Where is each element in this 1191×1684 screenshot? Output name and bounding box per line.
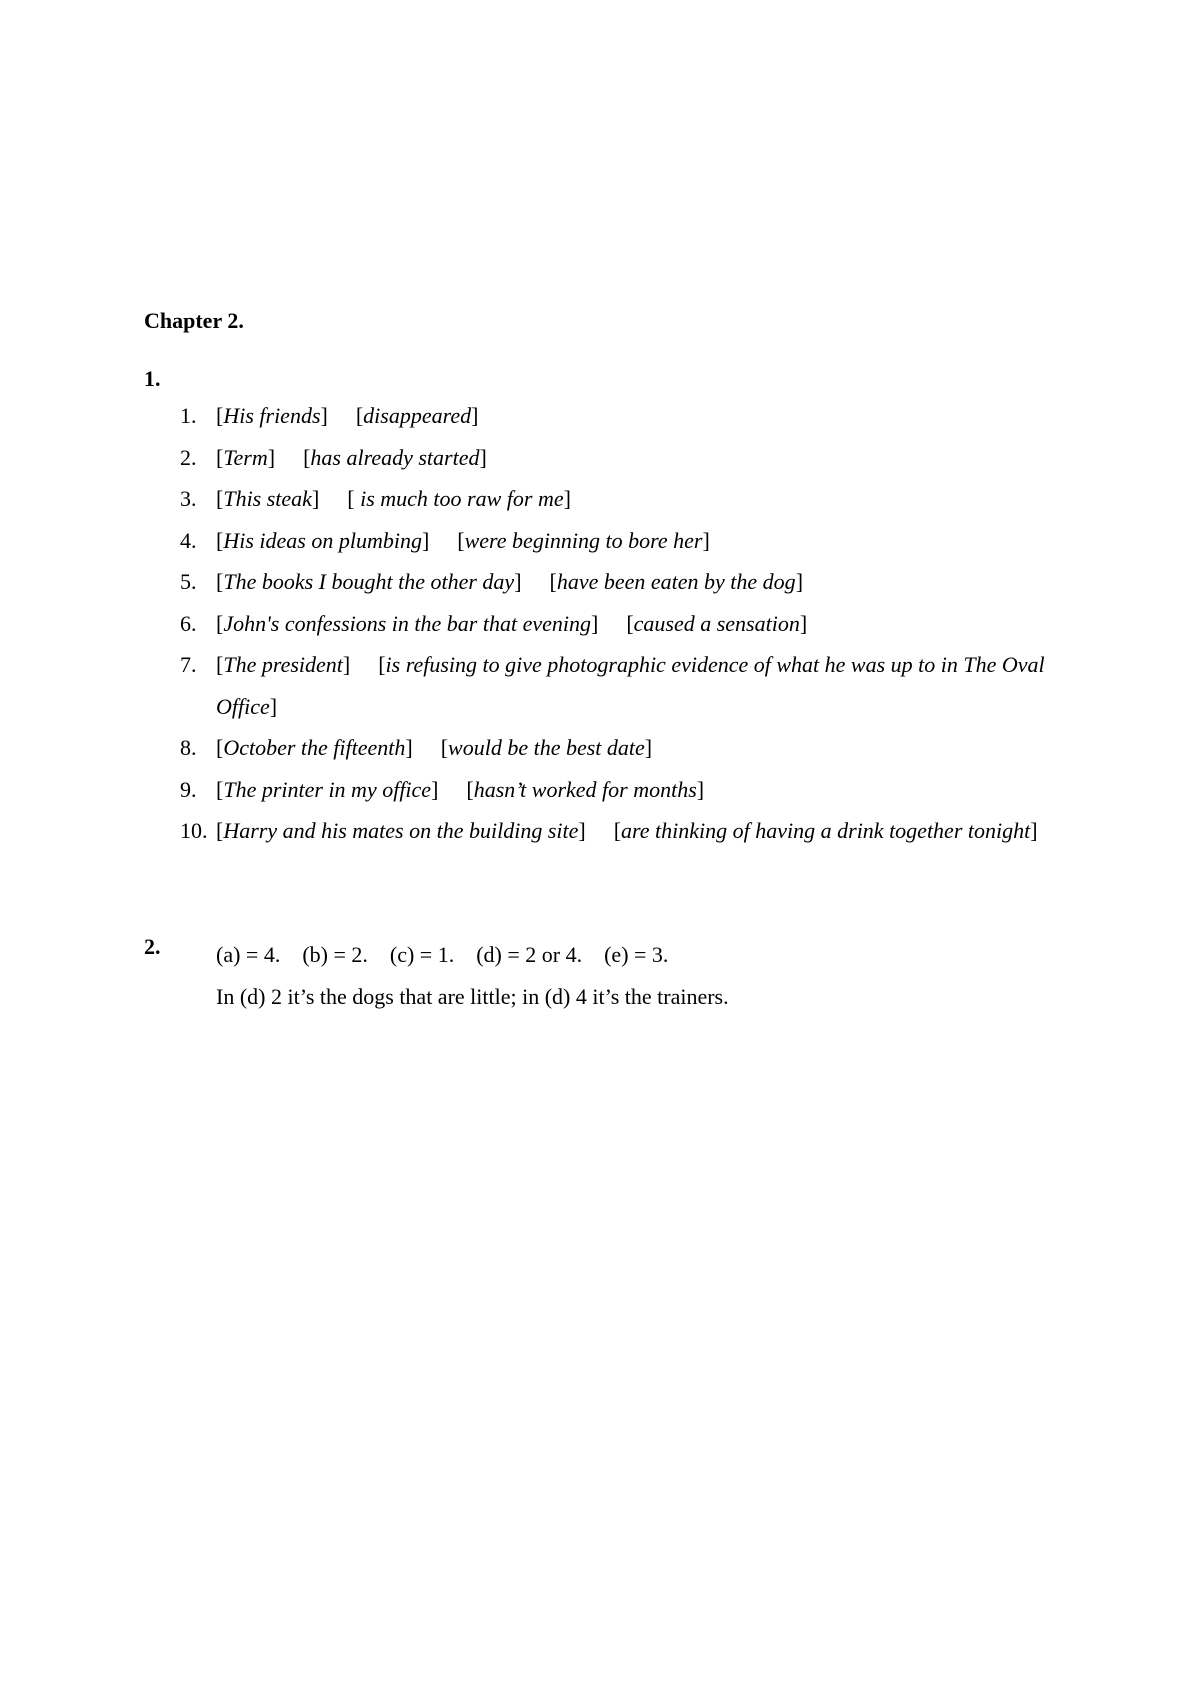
bracket-open: [ bbox=[626, 610, 634, 636]
question-2-answer: (e) = 3. bbox=[604, 942, 669, 967]
answer-item bbox=[180, 769, 1060, 811]
answer-item-number: 1. bbox=[180, 403, 197, 428]
bracket-close: ] bbox=[590, 610, 599, 636]
question-2-answers bbox=[216, 934, 1076, 976]
bracket-close: ] bbox=[267, 444, 276, 470]
answer-item-body bbox=[216, 727, 1060, 769]
answer-item-body bbox=[216, 395, 1060, 437]
bracket-close: ] bbox=[405, 735, 413, 760]
bracket-close: ] bbox=[342, 652, 351, 677]
question-1-answer-list bbox=[180, 395, 1060, 852]
answer-item-body bbox=[216, 769, 1060, 811]
answer-item bbox=[180, 478, 1060, 520]
bracket-open: [ bbox=[466, 776, 474, 802]
answer-item bbox=[180, 810, 1060, 852]
bracket-open: [ bbox=[216, 735, 224, 760]
question-2-answer: (d) = 2 or 4. bbox=[476, 942, 583, 967]
question-2-answer: (b) = 2. bbox=[302, 942, 368, 967]
predicate-phrase: has already started bbox=[310, 444, 480, 470]
answer-item bbox=[180, 644, 1060, 727]
answer-item-body bbox=[216, 603, 1060, 645]
subject-phrase: The printer in my office bbox=[223, 776, 432, 802]
predicate-phrase: have been eaten by the dog bbox=[556, 569, 796, 594]
bracket-close: ] bbox=[795, 569, 804, 594]
bracket-close: ] bbox=[431, 776, 439, 802]
bracket-open: [ bbox=[303, 444, 311, 470]
answer-item-number: 8. bbox=[180, 735, 197, 760]
bracket-close: ] bbox=[514, 569, 522, 594]
bracket-close: ] bbox=[421, 527, 430, 553]
bracket-open: [ bbox=[216, 527, 224, 553]
answer-item bbox=[180, 561, 1060, 603]
bracket-open: [ bbox=[378, 652, 386, 677]
answer-item-number: 3. bbox=[180, 486, 197, 511]
question-2-note: In (d) 2 it’s the dogs that are little; in (d) 4 it’s the trainers. bbox=[216, 983, 729, 1009]
subject-phrase: Term bbox=[223, 444, 268, 470]
answer-item-body bbox=[216, 437, 1060, 479]
predicate-phrase: were beginning to bore her bbox=[464, 527, 703, 553]
subject-phrase: His friends bbox=[223, 403, 321, 428]
answer-item-number: 9. bbox=[180, 776, 197, 802]
bracket-close: ] bbox=[799, 610, 808, 636]
subject-phrase: His ideas on plumbing bbox=[223, 527, 422, 553]
subject-phrase: The books I bought the other day bbox=[223, 569, 515, 594]
bracket-open: [ bbox=[216, 776, 224, 802]
bracket-open: [ bbox=[440, 735, 449, 760]
answer-item-body bbox=[216, 478, 1060, 520]
answer-item bbox=[180, 727, 1060, 769]
predicate-phrase: is much too raw for me bbox=[354, 486, 564, 511]
question-2-number: 2. bbox=[144, 934, 161, 959]
answer-item-number: 4. bbox=[180, 527, 197, 553]
subject-phrase: John's confessions in the bar that evening bbox=[223, 610, 591, 636]
bracket-close: ] bbox=[696, 776, 705, 802]
bracket-open: [ bbox=[347, 486, 355, 511]
question-1-number: 1. bbox=[144, 366, 161, 391]
answer-item-body bbox=[216, 644, 1060, 727]
answer-item-number: 7. bbox=[180, 652, 197, 677]
predicate-phrase: caused a sensation bbox=[633, 610, 800, 636]
answer-item bbox=[180, 395, 1060, 437]
bracket-open: [ bbox=[216, 403, 224, 428]
answer-item-number: 6. bbox=[180, 610, 197, 636]
bracket-close: ] bbox=[269, 693, 278, 719]
bracket-open: [ bbox=[216, 818, 224, 843]
bracket-close: ] bbox=[644, 735, 653, 760]
answer-item-body bbox=[216, 520, 1060, 562]
question-2-block bbox=[216, 934, 1076, 1017]
bracket-open: [ bbox=[216, 652, 224, 677]
bracket-close: ] bbox=[563, 486, 571, 511]
bracket-close: ] bbox=[320, 403, 328, 428]
subject-phrase: The president bbox=[223, 652, 343, 677]
predicate-phrase: are thinking of having a drink together tonight bbox=[621, 818, 1031, 843]
bracket-open: [ bbox=[216, 569, 224, 594]
bracket-close: ] bbox=[578, 818, 586, 843]
answer-item-number: 5. bbox=[180, 569, 197, 594]
question-2-answer: (a) = 4. bbox=[216, 942, 281, 967]
bracket-close: ] bbox=[1030, 818, 1038, 843]
subject-phrase: October the fifteenth bbox=[223, 735, 406, 760]
bracket-open: [ bbox=[216, 444, 224, 470]
answer-item-number: 2. bbox=[180, 444, 197, 470]
answer-item bbox=[180, 437, 1060, 479]
bracket-open: [ bbox=[355, 403, 364, 428]
answer-item-number: 10. bbox=[180, 818, 208, 843]
predicate-phrase: hasn’t worked for months bbox=[473, 776, 697, 802]
predicate-phrase: disappeared bbox=[363, 403, 472, 428]
bracket-open: [ bbox=[216, 610, 224, 636]
bracket-close: ] bbox=[479, 444, 487, 470]
question-2-answer: (c) = 1. bbox=[389, 942, 455, 967]
answer-item-body bbox=[216, 810, 1060, 852]
bracket-close: ] bbox=[702, 527, 710, 553]
chapter-title: Chapter 2. bbox=[144, 308, 244, 333]
bracket-open: [ bbox=[216, 486, 224, 511]
predicate-phrase: is refusing to give photographic evidence of what he was up to in The Oval Office bbox=[216, 652, 1045, 719]
bracket-close: ] bbox=[471, 403, 479, 428]
answer-item-body bbox=[216, 561, 1060, 603]
predicate-phrase: would be the best date bbox=[448, 735, 645, 760]
bracket-open: [ bbox=[549, 569, 557, 594]
answer-item bbox=[180, 603, 1060, 645]
subject-phrase: Harry and his mates on the building site bbox=[223, 818, 579, 843]
answer-item bbox=[180, 520, 1060, 562]
bracket-open: [ bbox=[613, 818, 622, 843]
bracket-open: [ bbox=[457, 527, 465, 553]
subject-phrase: This steak bbox=[223, 486, 312, 511]
bracket-close: ] bbox=[311, 486, 320, 511]
